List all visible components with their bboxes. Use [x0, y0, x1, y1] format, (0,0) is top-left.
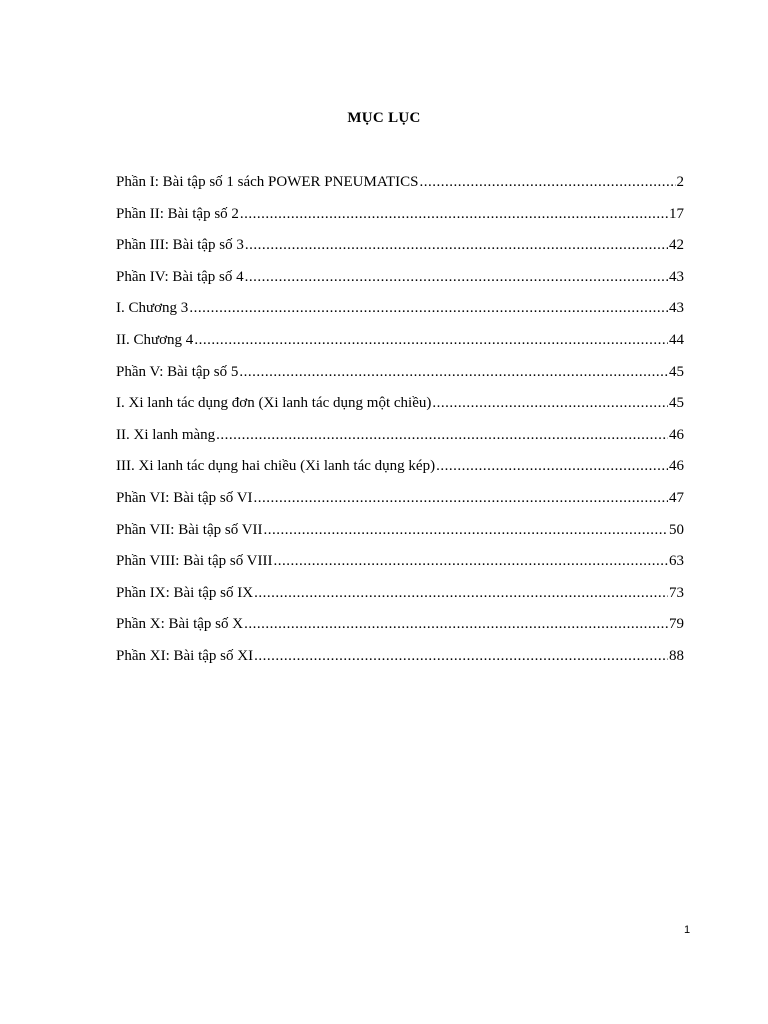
- toc-leader-dots: [436, 455, 668, 477]
- toc-entry[interactable]: [116, 329, 684, 361]
- toc-entry[interactable]: [116, 234, 684, 266]
- toc-entry-text: Phần I: Bài tập số 1 sách POWER PNEUMATICS: [116, 174, 419, 190]
- toc-entry-page: 42: [669, 237, 684, 254]
- toc-leader-dots: [254, 645, 668, 667]
- toc-entry-page: 46: [669, 426, 684, 443]
- toc-leader-dots: [189, 297, 668, 319]
- page-number: 1: [684, 924, 691, 936]
- toc-entry-page: 43: [669, 268, 684, 285]
- toc-entry-text: II. Chương 4: [116, 331, 194, 348]
- toc-entry[interactable]: [116, 455, 684, 487]
- toc-entry-page: 47: [669, 489, 684, 506]
- toc-entry-page: 88: [669, 647, 684, 664]
- toc-entry-page: 45: [669, 363, 684, 380]
- toc-entry[interactable]: [116, 550, 684, 582]
- toc-entry[interactable]: [116, 392, 684, 424]
- toc-leader-dots: [244, 613, 668, 635]
- toc-list: [116, 171, 684, 677]
- toc-leader-dots: [254, 582, 668, 604]
- toc-entry-text: III. Xi lanh tác dụng hai chiều (Xi lanh tác dụng kép): [116, 458, 436, 475]
- toc-title: MỤC LỤC: [347, 110, 421, 126]
- toc-entry-page: 46: [669, 458, 684, 475]
- toc-entry-page: 63: [669, 553, 684, 570]
- toc-entry-text: Phần VIII: Bài tập số VIII: [116, 553, 273, 570]
- toc-leader-dots: [240, 203, 668, 225]
- toc-entry[interactable]: [116, 203, 684, 235]
- toc-entry-text: II. Xi lanh màng: [116, 426, 216, 443]
- toc-entry[interactable]: [116, 171, 684, 203]
- toc-entry[interactable]: [116, 297, 684, 329]
- toc-leader-dots: [239, 361, 668, 383]
- toc-entry[interactable]: [116, 424, 684, 456]
- toc-entry[interactable]: [116, 613, 684, 645]
- toc-entry-text: I. Chương 3: [116, 300, 189, 317]
- toc-entry-page: 73: [669, 584, 684, 601]
- toc-entry-page: 45: [669, 395, 684, 412]
- toc-entry-text: Phần IV: Bài tập số 4: [116, 268, 244, 285]
- toc-leader-dots: [245, 234, 668, 256]
- toc-entry[interactable]: [116, 582, 684, 614]
- toc-entry[interactable]: [116, 266, 684, 298]
- toc-leader-dots: [194, 329, 668, 351]
- toc-entry-text: Phần IX: Bài tập số IX: [116, 584, 254, 601]
- toc-entry-page: 50: [669, 521, 684, 538]
- toc-entry-text: Phần II: Bài tập số 2: [116, 205, 239, 222]
- toc-entry-page: 43: [669, 300, 684, 317]
- toc-entry-text: Phần V: Bài tập số 5: [116, 363, 239, 380]
- toc-entry[interactable]: [116, 645, 684, 677]
- toc-leader-dots: [274, 550, 668, 572]
- toc-entry[interactable]: [116, 519, 684, 551]
- toc-entry-text: Phần III: Bài tập số 3: [116, 237, 244, 254]
- toc-entry-page: 2: [676, 174, 684, 190]
- toc-leader-dots: [432, 392, 668, 414]
- toc-leader-dots: [264, 519, 668, 541]
- toc-leader-dots: [216, 424, 668, 446]
- toc-leader-dots: [245, 266, 668, 288]
- toc-entry-page: 17: [669, 205, 684, 222]
- toc-entry-page: 79: [669, 616, 684, 633]
- toc-entry[interactable]: [116, 487, 684, 519]
- toc-entry[interactable]: [116, 361, 684, 393]
- toc-leader-dots: [420, 171, 676, 193]
- toc-leader-dots: [254, 487, 668, 509]
- toc-entry-text: Phần VI: Bài tập số VI: [116, 489, 253, 506]
- toc-entry-text: I. Xi lanh tác dụng đơn (Xi lanh tác dụng một chiều): [116, 395, 432, 412]
- toc-entry-page: 44: [669, 331, 684, 348]
- toc-entry-text: Phần VII: Bài tập số VII: [116, 521, 263, 538]
- toc-entry-text: Phần XI: Bài tập số XI: [116, 647, 254, 664]
- toc-entry-text: Phần X: Bài tập số X: [116, 616, 244, 633]
